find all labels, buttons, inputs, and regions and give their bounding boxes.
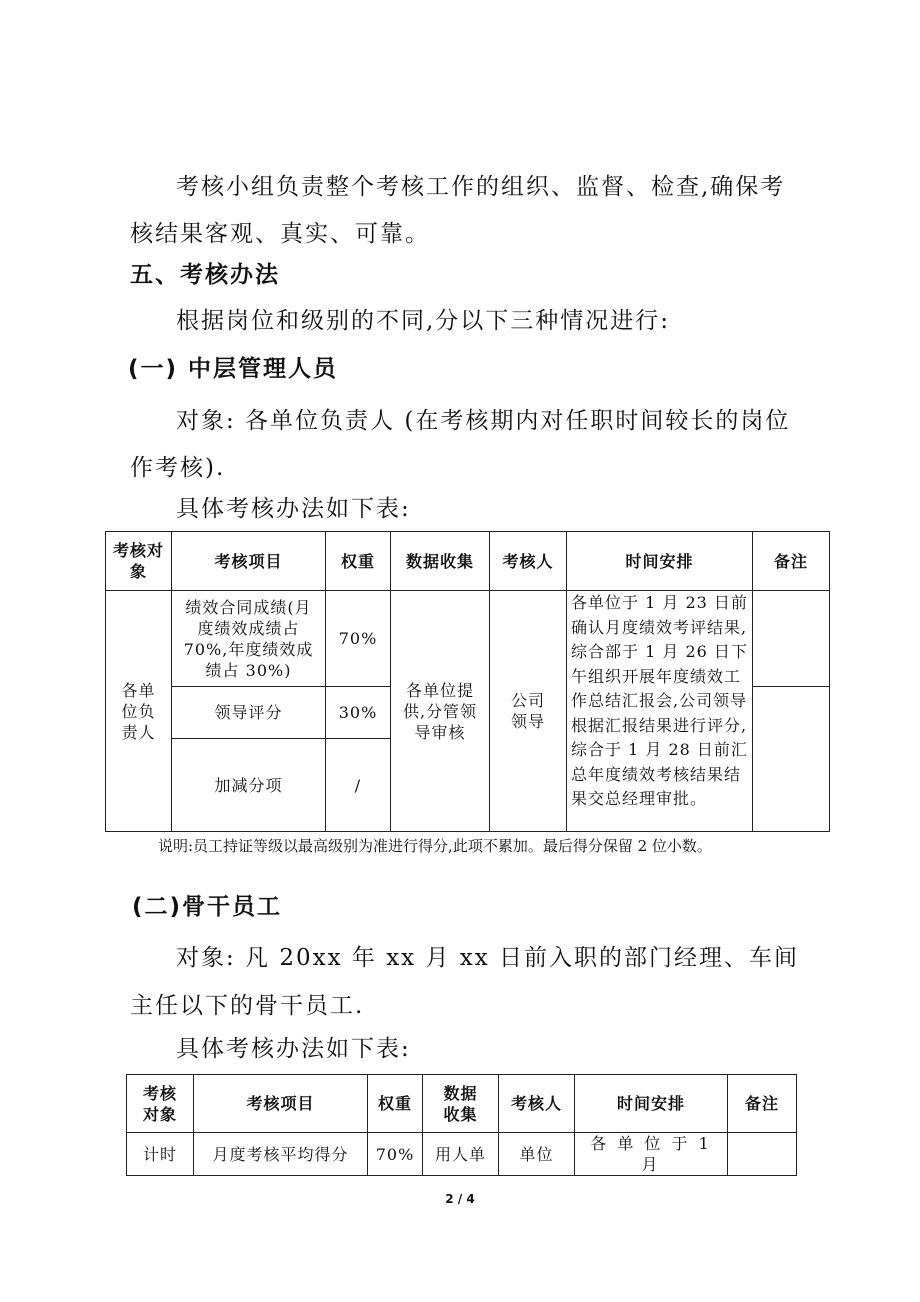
cell-weight: 70% [326, 591, 391, 687]
table-header-row [127, 1075, 797, 1133]
cell-remark [753, 687, 830, 832]
paragraph-intro: 根据岗位和级别的不同,分以下三种情况进行: [176, 308, 671, 334]
table-row [106, 591, 830, 687]
header-assessor: 考核人 [490, 532, 567, 591]
cell-subject: 计时 [127, 1133, 194, 1176]
header-subject: 考核对象 [127, 1075, 194, 1133]
paragraph-responsibility: 考核小组负责整个考核工作的组织、监督、检查,确保考核结果客观、真实、可靠。 [130, 174, 786, 247]
cell-weight: 30% [326, 687, 391, 739]
header-weight: 权重 [368, 1075, 423, 1133]
assessment-table-2 [126, 1074, 797, 1176]
paragraph-table-intro-2: 具体考核办法如下表: [176, 1036, 411, 1062]
header-assessor: 考核人 [499, 1075, 575, 1133]
cell-data-collection: 各单位提供,分管领导审核 [391, 591, 490, 832]
table-row [127, 1133, 797, 1176]
header-remark: 备注 [753, 532, 830, 591]
table-note: 说明:员工持证等级以最高级别为准进行得分,此项不累加。最后得分保留 2 位小数。 [158, 837, 712, 855]
subheading-middle-management: (一) 中层管理人员 [128, 356, 339, 382]
cell-item: 绩效合同成绩(月度绩效成绩占 70%,年度绩效成绩占 30%) [172, 591, 326, 687]
cell-weight: / [326, 739, 391, 832]
paragraph-target-2: 对象: 凡 20xx 年 xx 月 xx 日前入职的部门经理、车间主任以下的骨干员工. [130, 945, 800, 1019]
cell-assessor: 单位 [499, 1133, 575, 1176]
cell-schedule: 各单位于 1 月 23 日前确认月度绩效考评结果,综合部于 1 月 26 日下午组织开展年度绩效工作总结汇报会,公司领导根据汇报结果进行评分,综合于 1 月 28 日前汇总年度绩效考核结果结果交总经理审批。 [567, 591, 753, 832]
header-subject: 考核对象 [106, 532, 172, 591]
table-header-row [106, 532, 830, 591]
header-data-collection: 数据收集 [423, 1075, 499, 1133]
section-heading-5: 五、考核办法 [130, 262, 280, 288]
header-remark: 备注 [728, 1075, 797, 1133]
cell-subject: 各单位负责人 [106, 591, 172, 832]
header-item: 考核项目 [172, 532, 326, 591]
cell-item: 月度考核平均得分 [194, 1133, 368, 1176]
header-item: 考核项目 [194, 1075, 368, 1133]
cell-schedule: 各 单 位 于 1 月 [575, 1133, 728, 1176]
cell-assessor: 公司领导 [490, 591, 567, 832]
cell-item: 加减分项 [172, 739, 326, 832]
cell-weight: 70% [368, 1133, 423, 1176]
cell-data-collection: 用人单 [423, 1133, 499, 1176]
subheading-backbone-staff: (二)骨干员工 [132, 894, 283, 920]
cell-item: 领导评分 [172, 687, 326, 739]
assessment-table-1 [105, 531, 830, 832]
paragraph-target-1: 对象: 各单位负责人 (在考核期内对任职时间较长的岗位作考核). [130, 408, 791, 481]
header-schedule: 时间安排 [567, 532, 753, 591]
cell-remark [728, 1133, 797, 1176]
paragraph-table-intro-1: 具体考核办法如下表: [176, 496, 411, 522]
cell-remark [753, 591, 830, 687]
header-weight: 权重 [326, 532, 391, 591]
header-data-collection: 数据收集 [391, 532, 490, 591]
page-number: 2 / 4 [445, 1192, 475, 1206]
header-schedule: 时间安排 [575, 1075, 728, 1133]
